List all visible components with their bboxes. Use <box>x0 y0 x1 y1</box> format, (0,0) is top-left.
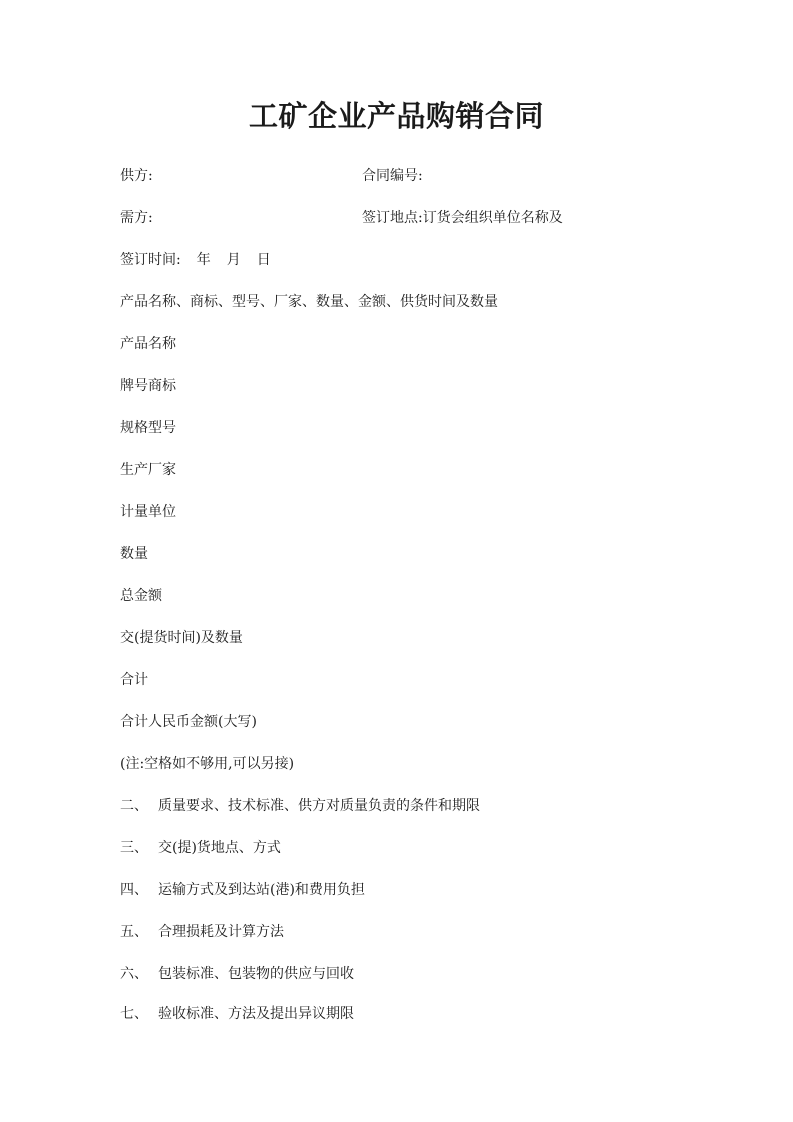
sign-day: 日 <box>256 252 271 268</box>
clause-number: 二、 <box>120 798 148 814</box>
sign-time-label: 签订时间: <box>120 252 181 268</box>
clause-3 <box>120 838 281 858</box>
buyer-row <box>120 208 563 228</box>
field-quantity: 数量 <box>120 546 148 562</box>
sign-place-label: 签订地点: <box>362 210 423 226</box>
clause-number: 五、 <box>120 924 148 940</box>
field-spec-model: 规格型号 <box>120 420 176 436</box>
field-total: 合计 <box>120 672 148 688</box>
clause-text: 质量要求、技术标准、供方对质量负责的条件和期限 <box>158 798 480 814</box>
clause-7 <box>120 1004 354 1024</box>
clause-number: 四、 <box>120 882 148 898</box>
clause-text: 包装标准、包装物的供应与回收 <box>158 966 354 982</box>
field-unit: 计量单位 <box>120 504 176 520</box>
clause-6 <box>120 964 354 984</box>
sign-time-row <box>120 250 271 270</box>
clause-text: 合理损耗及计算方法 <box>158 924 284 940</box>
sign-place <box>362 208 563 228</box>
field-manufacturer: 生产厂家 <box>120 462 176 478</box>
document-title: 工矿企业产品购销合同 <box>248 99 544 133</box>
clause-text: 运输方式及到达站(港)和费用负担 <box>158 882 365 898</box>
sign-place-value: 订货会组织单位名称及 <box>422 210 563 226</box>
note-line: (注:空格如不够用,可以另接) <box>120 756 295 772</box>
sign-month: 月 <box>226 252 241 268</box>
field-total-amount: 总金额 <box>120 588 162 604</box>
field-product-name: 产品名称 <box>120 336 176 352</box>
sign-year: 年 <box>196 252 211 268</box>
clause-4 <box>120 880 365 900</box>
supplier-row <box>120 166 423 186</box>
clause-text: 交(提)货地点、方式 <box>158 840 281 856</box>
clause-5 <box>120 922 284 942</box>
clause-2 <box>120 796 480 816</box>
section-one-heading: 产品名称、商标、型号、厂家、数量、金额、供货时间及数量 <box>120 294 498 310</box>
supplier-label: 供方: <box>120 168 153 184</box>
field-delivery-time: 交(提货时间)及数量 <box>120 630 243 646</box>
field-total-rmb: 合计人民币金额(大写) <box>120 714 257 730</box>
buyer-label: 需方: <box>120 210 153 226</box>
clause-text: 验收标准、方法及提出异议期限 <box>158 1006 354 1022</box>
clause-number: 六、 <box>120 966 148 982</box>
field-brand-trademark: 牌号商标 <box>120 378 176 394</box>
clause-number: 三、 <box>120 840 148 856</box>
contract-number-label: 合同编号: <box>362 168 423 184</box>
clause-number: 七、 <box>120 1006 148 1022</box>
